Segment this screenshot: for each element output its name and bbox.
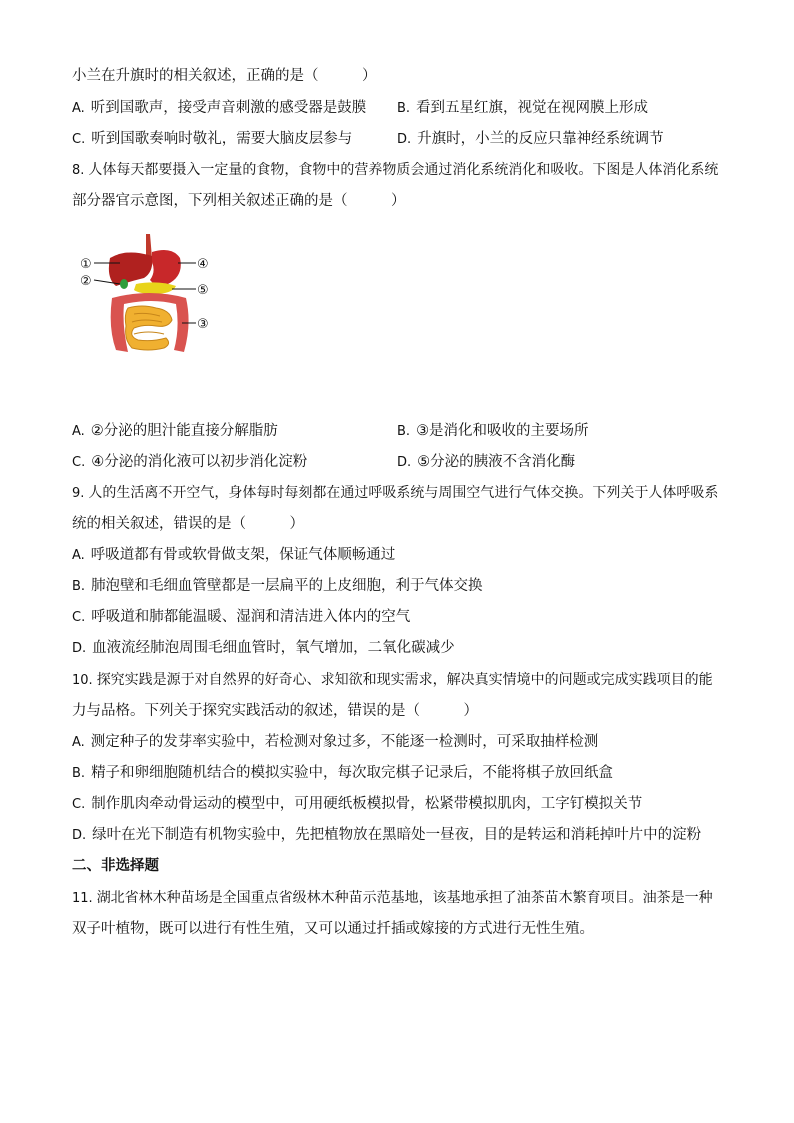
label-3: ③ <box>197 317 209 332</box>
digestive-system-figure <box>72 228 222 358</box>
q8-option-c: C. ④分泌的消化液可以初步消化淀粉 <box>72 454 308 470</box>
q8-option-a: A. ②分泌的胆汁能直接分解脂肪 <box>72 423 278 439</box>
label-2: ② <box>80 274 92 289</box>
small-intestine-shape <box>125 306 172 350</box>
label-5: ⑤ <box>197 283 209 298</box>
q9-option-c: C. 呼吸道和肺都能温暖、湿润和清洁进入体内的空气 <box>72 609 411 625</box>
q9-option-d: D. 血液流经肺泡周围毛细血管时，氧气增加，二氧化碳减少 <box>72 640 455 656</box>
q10-stem-line2: 力与品格。下列关于探究实践活动的叙述，错误的是（ ） <box>72 703 478 719</box>
q9-option-b: B. 肺泡壁和毛细血管壁都是一层扁平的上皮细胞，利于气体交换 <box>72 578 483 594</box>
q11-stem-line2: 双子叶植物，既可以进行有性生殖，又可以通过扦插或嫁接的方式进行无性生殖。 <box>72 921 594 937</box>
q10-stem-line1: 10. 探究实践是源于对自然界的好奇心、求知欲和现实需求，解决真实情境中的问题或完成实践项目的能 <box>72 672 713 688</box>
q10-option-c: C. 制作肌肉牵动骨运动的模型中，可用硬纸板模拟骨，松紧带模拟肌肉，工字钉模拟关节 <box>72 796 643 812</box>
section-heading: 二、非选择题 <box>72 858 159 874</box>
q7-option-d: D. 升旗时，小兰的反应只靠神经系统调节 <box>397 131 664 147</box>
label-1: ① <box>80 257 92 272</box>
q7-option-a: A. 听到国歌声，接受声音刺激的感受器是鼓膜 <box>72 100 367 116</box>
q9-option-a: A. 呼吸道都有骨或软骨做支架，保证气体顺畅通过 <box>72 547 396 563</box>
q7-stem: 小兰在升旗时的相关叙述，正确的是（ ） <box>72 68 377 84</box>
q8-option-d: D. ⑤分泌的胰液不含消化酶 <box>397 454 576 470</box>
q9-stem-line2: 统的相关叙述，错误的是（ ） <box>72 516 304 532</box>
esophagus-shape <box>146 234 152 258</box>
q8-stem-line1: 8. 人体每天都要摄入一定量的食物，食物中的营养物质会通过消化系统消化和吸收。下图是人体消化系统 <box>72 162 719 178</box>
liver-shape <box>109 252 152 286</box>
q7-option-c: C. 听到国歌奏响时敬礼，需要大脑皮层参与 <box>72 131 353 147</box>
digestive-system-diagram <box>72 228 222 358</box>
q10-option-d: D. 绿叶在光下制造有机物实验中，先把植物放在黑暗处一昼夜，目的是转运和消耗掉叶片中的淀粉 <box>72 827 702 843</box>
q8-stem-line2: 部分器官示意图，下列相关叙述正确的是（ ） <box>72 193 406 209</box>
stomach-shape <box>150 250 181 285</box>
label-4: ④ <box>197 257 209 272</box>
q8-option-b: B. ③是消化和吸收的主要场所 <box>397 423 589 439</box>
q10-option-a: A. 测定种子的发芽率实验中，若检测对象过多，不能逐一检测时，可采取抽样检测 <box>72 734 599 750</box>
pancreas-shape <box>134 282 176 294</box>
q7-option-b: B. 看到五星红旗，视觉在视网膜上形成 <box>397 100 649 116</box>
q11-stem-line1: 11. 湖北省林木种苗场是全国重点省级林木种苗示范基地，该基地承担了油茶苗木繁育项目。油茶是一种 <box>72 890 713 906</box>
q9-stem-line1: 9. 人的生活离不开空气，身体每时每刻都在通过呼吸系统与周围空气进行气体交换。下列关于人体呼吸系 <box>72 485 719 501</box>
q10-option-b: B. 精子和卵细胞随机结合的模拟实验中，每次取完棋子记录后，不能将棋子放回纸盒 <box>72 765 614 781</box>
gallbladder-shape <box>120 279 128 289</box>
